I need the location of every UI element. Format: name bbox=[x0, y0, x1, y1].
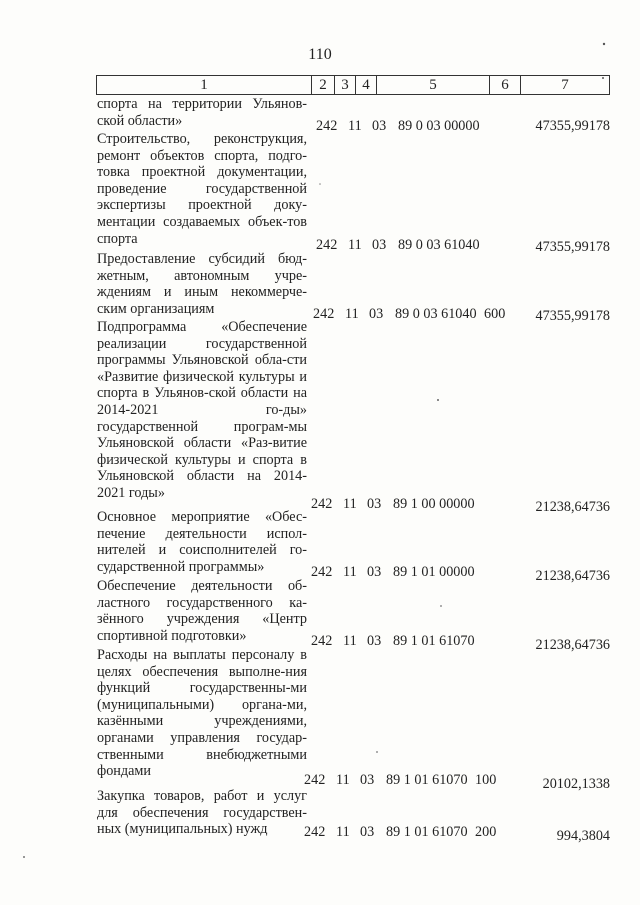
row-description: Обеспечение деятельности об-ластного государственного ка-зённого учреждения «Центр спортивной подготовки» bbox=[97, 578, 307, 644]
row-section-code: 11 bbox=[348, 237, 362, 253]
row-description: Предоставление субсидий бюд-жетным, автономным учре-ждениям и иным некоммерче-ским организациям bbox=[97, 251, 307, 317]
row-amount: 21238,64736 bbox=[535, 499, 610, 515]
row-section-code: 11 bbox=[348, 118, 362, 134]
column-header-5: 5 bbox=[377, 76, 490, 95]
row-ministry-code: 242 bbox=[316, 118, 338, 134]
row-section-code: 11 bbox=[345, 306, 359, 322]
row-subsection-code: 03 bbox=[360, 824, 375, 840]
row-ministry-code: 242 bbox=[311, 564, 333, 580]
row-target-code: 89 1 01 61070 bbox=[386, 772, 468, 788]
column-header-table bbox=[96, 75, 610, 95]
row-section-code: 11 bbox=[343, 633, 357, 649]
row-ministry-code: 242 bbox=[311, 496, 333, 512]
row-description: спорта на территории Ульянов- ской области» bbox=[97, 96, 307, 129]
row-target-code: 89 1 01 61070 bbox=[393, 633, 475, 649]
row-subsection-code: 03 bbox=[367, 564, 382, 580]
column-header-6: 6 bbox=[490, 76, 521, 95]
row-expense-code: 600 bbox=[484, 306, 506, 322]
row-section-code: 11 bbox=[336, 772, 350, 788]
row-subsection-code: 03 bbox=[369, 306, 384, 322]
row-target-code: 89 0 03 61040 bbox=[395, 306, 477, 322]
row-ministry-code: 242 bbox=[304, 772, 326, 788]
column-header-2: 2 bbox=[312, 76, 335, 95]
row-section-code: 11 bbox=[343, 496, 357, 512]
row-target-code: 89 1 00 00000 bbox=[393, 496, 475, 512]
row-target-code: 89 1 01 00000 bbox=[393, 564, 475, 580]
row-description: Расходы на выплаты персоналу в целях обеспечения выполне-ния функций государственны-ми (муниципальными) органа-ми, казёнными учреждениями, органами управления государ-ственными внебюджетными фондами bbox=[97, 647, 307, 780]
row-subsection-code: 03 bbox=[367, 633, 382, 649]
page-number: 110 bbox=[308, 46, 332, 63]
row-description: Подпрограмма «Обеспечение реализации государственной программы Ульяновской обла-сти «Развитие физической культуры и спорта в Ульянов-ской области на 2014-2021 го-ды» государственной програм-мы Ульяновской области «Раз-витие физической культуры и спорта в Ульяновской области на 2014-2021 годы» bbox=[97, 319, 307, 501]
row-amount: 47355,99178 bbox=[535, 118, 610, 134]
row-target-code: 89 0 03 00000 bbox=[398, 118, 480, 134]
row-subsection-code: 03 bbox=[360, 772, 375, 788]
row-section-code: 11 bbox=[336, 824, 350, 840]
row-description: Закупка товаров, работ и услуг для обеспечения государствен-ных (муниципальных) нужд bbox=[97, 788, 307, 838]
row-amount: 47355,99178 bbox=[535, 308, 610, 324]
row-subsection-code: 03 bbox=[372, 118, 387, 134]
row-ministry-code: 242 bbox=[313, 306, 335, 322]
row-ministry-code: 242 bbox=[304, 824, 326, 840]
row-target-code: 89 1 01 61070 bbox=[386, 824, 468, 840]
row-subsection-code: 03 bbox=[372, 237, 387, 253]
row-amount: 47355,99178 bbox=[535, 239, 610, 255]
row-subsection-code: 03 bbox=[367, 496, 382, 512]
row-section-code: 11 bbox=[343, 564, 357, 580]
row-amount: 994,3804 bbox=[556, 828, 610, 844]
row-amount: 20102,1338 bbox=[542, 776, 610, 792]
row-amount: 21238,64736 bbox=[535, 637, 610, 653]
column-header-1: 1 bbox=[97, 76, 312, 95]
row-description: Основное мероприятие «Обес-печение деятельности испол-нителей и соисполнителей го-сударственной программы» bbox=[97, 509, 307, 575]
row-description: Строительство, реконструкция, ремонт объектов спорта, подго-товка проектной документации, проведение государственной экспертизы проектной доку-ментации создаваемых объек-тов спорта bbox=[97, 131, 307, 247]
row-ministry-code: 242 bbox=[316, 237, 338, 253]
column-header-4: 4 bbox=[356, 76, 377, 95]
row-target-code: 89 0 03 61040 bbox=[398, 237, 480, 253]
row-ministry-code: 242 bbox=[311, 633, 333, 649]
column-header-3: 3 bbox=[335, 76, 356, 95]
row-expense-code: 100 bbox=[475, 772, 497, 788]
row-amount: 21238,64736 bbox=[535, 568, 610, 584]
column-header-7: 7 bbox=[521, 76, 610, 95]
row-expense-code: 200 bbox=[475, 824, 497, 840]
